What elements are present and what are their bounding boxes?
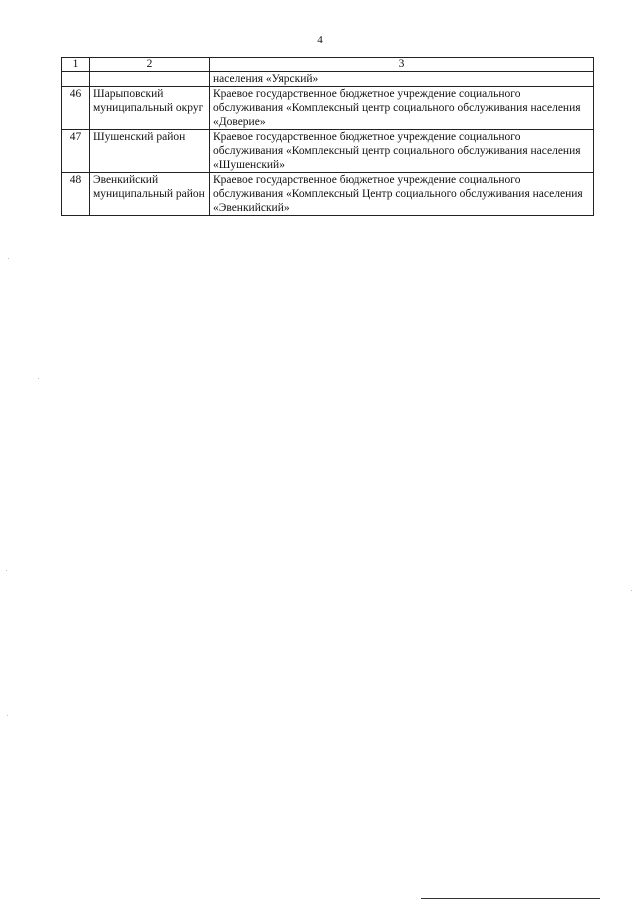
row-institution: Краевое государственное бюджетное учреждение социального обслуживания «Комплексный Центр социального обслуживания населения «Эвенкийский» [210,173,594,216]
table-row [62,173,594,216]
row-number [62,72,90,87]
scan-speck [631,590,632,591]
scan-speck [7,715,8,716]
column-header-number: 1 [62,58,90,72]
scan-speck [6,570,7,571]
column-header-institution: 3 [210,58,594,72]
row-institution: Краевое государственное бюджетное учреждение социального обслуживания «Комплексный центр социального обслуживания населения «Шушенский» [210,130,594,173]
scan-speck [38,378,39,379]
row-district: Эвенкийский муниципальный район [90,173,210,216]
page-number: 4 [317,34,323,46]
row-institution: населения «Уярский» [210,72,594,87]
footer-rule [421,898,600,899]
row-number: 46 [62,87,90,130]
row-district: Шарыповский муниципальный округ [90,87,210,130]
row-number: 47 [62,130,90,173]
institutions-table [61,57,594,216]
table-row [62,72,594,87]
row-number: 48 [62,173,90,216]
column-header-district: 2 [90,58,210,72]
table-header-row [62,58,594,72]
table-row [62,87,594,130]
table-row [62,130,594,173]
row-district: Шушенский район [90,130,210,173]
row-district [90,72,210,87]
scan-speck [8,258,9,259]
row-institution: Краевое государственное бюджетное учреждение социального обслуживания «Комплексный центр социального обслуживания населения «Доверие» [210,87,594,130]
